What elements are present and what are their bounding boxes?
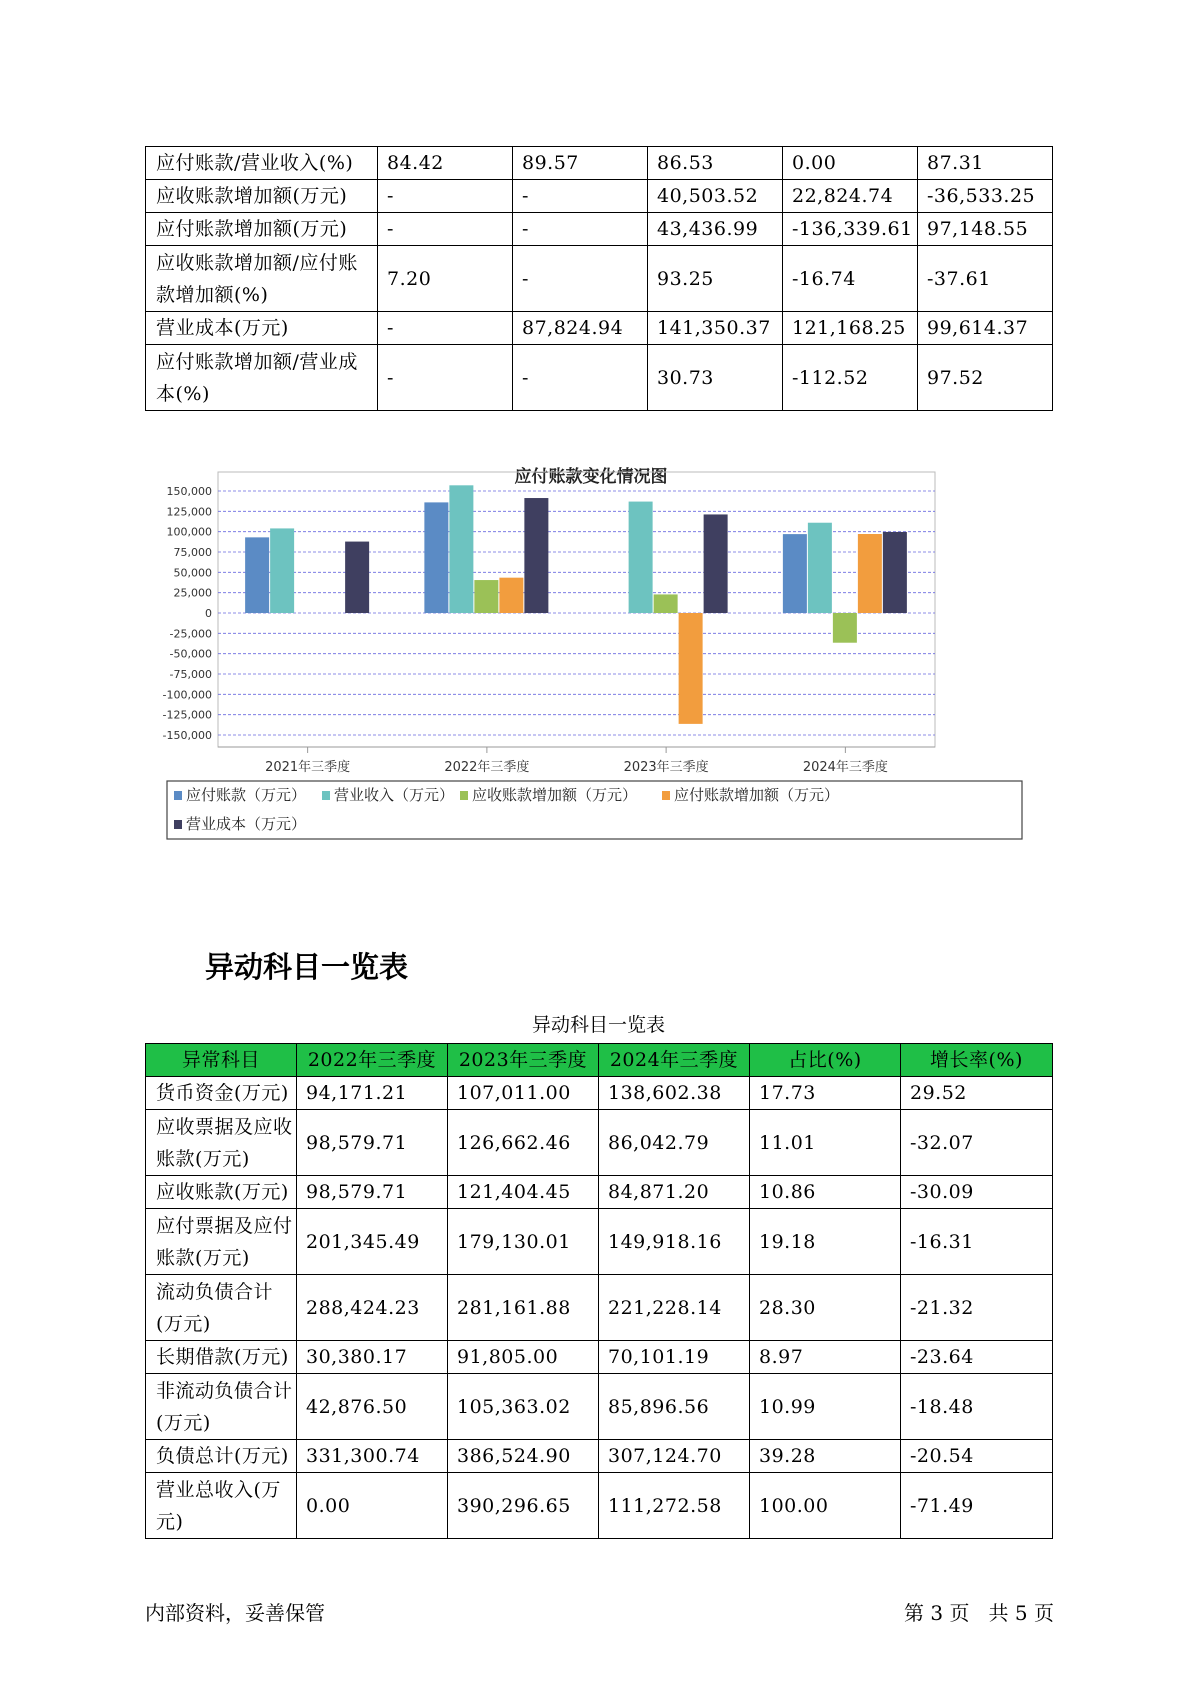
cell: 97.52 bbox=[918, 345, 1053, 411]
legend-swatch bbox=[460, 791, 468, 800]
table-row bbox=[146, 1176, 1053, 1209]
y-tick-label: -125,000 bbox=[162, 708, 212, 722]
bar bbox=[245, 537, 269, 613]
row-label: 流动负债合计(万元) bbox=[146, 1275, 297, 1341]
y-tick-label: -75,000 bbox=[169, 668, 212, 681]
y-tick-label: 25,000 bbox=[173, 586, 212, 600]
cell: 121,404.45 bbox=[448, 1176, 599, 1209]
bar bbox=[629, 502, 653, 613]
cell: 141,350.37 bbox=[648, 312, 783, 345]
cell: 149,918.16 bbox=[599, 1209, 750, 1275]
cell: 97,148.55 bbox=[918, 213, 1053, 246]
cell: 288,424.23 bbox=[297, 1275, 448, 1341]
cell: 87,824.94 bbox=[513, 312, 648, 345]
cell: 86.53 bbox=[648, 147, 783, 180]
y-tick-label: -150,000 bbox=[162, 729, 212, 742]
cell: 331,300.74 bbox=[297, 1440, 448, 1473]
cell: -23.64 bbox=[901, 1341, 1053, 1374]
bar bbox=[783, 534, 807, 613]
legend-label: 应付账款（万元） bbox=[186, 786, 307, 804]
cell: 99,614.37 bbox=[918, 312, 1053, 345]
cell: 10.86 bbox=[750, 1176, 901, 1209]
row-label: 应收账款增加额/应付账款增加额(%) bbox=[146, 246, 378, 312]
cell: -30.09 bbox=[901, 1176, 1053, 1209]
bar bbox=[424, 502, 448, 613]
table-row bbox=[146, 1473, 1053, 1539]
table-row bbox=[146, 1374, 1053, 1440]
legend-label: 营业收入（万元） bbox=[334, 786, 455, 804]
table-row bbox=[146, 345, 1053, 411]
table-row bbox=[146, 1341, 1053, 1374]
cell: -16.31 bbox=[901, 1209, 1053, 1275]
cell: -36,533.25 bbox=[918, 180, 1053, 213]
table-row bbox=[146, 1275, 1053, 1341]
table-row bbox=[146, 312, 1053, 345]
cell: 111,272.58 bbox=[599, 1473, 750, 1539]
table-row bbox=[146, 1110, 1053, 1176]
ratio-table bbox=[145, 146, 1053, 411]
bar bbox=[679, 613, 703, 724]
legend-swatch bbox=[174, 820, 182, 829]
cell: 8.97 bbox=[750, 1341, 901, 1374]
cell: 94,171.21 bbox=[297, 1077, 448, 1110]
cell: 98,579.71 bbox=[297, 1110, 448, 1176]
bar bbox=[833, 613, 857, 643]
cell: 70,101.19 bbox=[599, 1341, 750, 1374]
legend-label: 应收账款增加额（万元） bbox=[472, 786, 638, 804]
cell: -136,339.61 bbox=[783, 213, 918, 246]
bar bbox=[858, 534, 882, 613]
row-label: 营业成本(万元) bbox=[146, 312, 378, 345]
y-tick-label: 50,000 bbox=[173, 566, 212, 580]
cell: 43,436.99 bbox=[648, 213, 783, 246]
cell: - bbox=[513, 246, 648, 312]
cell: -16.74 bbox=[783, 246, 918, 312]
cell: 100.00 bbox=[750, 1473, 901, 1539]
footer-page-number: 第 3 页 共 5 页 bbox=[904, 1601, 1054, 1625]
cell: 42,876.50 bbox=[297, 1374, 448, 1440]
y-tick-label: -25,000 bbox=[169, 627, 212, 641]
row-label: 货币资金(万元) bbox=[146, 1077, 297, 1110]
cell: -37.61 bbox=[918, 246, 1053, 312]
column-header: 异常科目 bbox=[146, 1044, 297, 1077]
cell: 30.73 bbox=[648, 345, 783, 411]
legend-swatch bbox=[174, 791, 182, 800]
table-row bbox=[146, 1440, 1053, 1473]
cell: 40,503.52 bbox=[648, 180, 783, 213]
section-title: 异动科目一览表 bbox=[205, 950, 409, 984]
chart-title: 应付账款变化情况图 bbox=[514, 467, 668, 487]
cell: 0.00 bbox=[297, 1473, 448, 1539]
bar bbox=[345, 542, 369, 613]
cell: - bbox=[513, 213, 648, 246]
row-label: 应付账款增加额/营业成本(%) bbox=[146, 345, 378, 411]
bar bbox=[808, 523, 832, 613]
column-header: 2023年三季度 bbox=[448, 1044, 599, 1077]
y-tick-label: 150,000 bbox=[166, 485, 212, 498]
row-label: 长期借款(万元) bbox=[146, 1341, 297, 1374]
cell: 107,011.00 bbox=[448, 1077, 599, 1110]
cell: 281,161.88 bbox=[448, 1275, 599, 1341]
column-header: 2022年三季度 bbox=[297, 1044, 448, 1077]
row-label: 应收账款(万元) bbox=[146, 1176, 297, 1209]
row-label: 应付账款增加额(万元) bbox=[146, 213, 378, 246]
cell: 11.01 bbox=[750, 1110, 901, 1176]
cell: 121,168.25 bbox=[783, 312, 918, 345]
cell: 93.25 bbox=[648, 246, 783, 312]
cell: 17.73 bbox=[750, 1077, 901, 1110]
legend-label: 营业成本（万元） bbox=[186, 815, 307, 833]
cell: 179,130.01 bbox=[448, 1209, 599, 1275]
cell: - bbox=[513, 345, 648, 411]
y-tick-label: 0 bbox=[205, 607, 212, 620]
cell: - bbox=[378, 213, 513, 246]
cell: 84,871.20 bbox=[599, 1176, 750, 1209]
cell: 84.42 bbox=[378, 147, 513, 180]
row-label: 非流动负债合计(万元) bbox=[146, 1374, 297, 1440]
row-label: 应收票据及应收账款(万元) bbox=[146, 1110, 297, 1176]
row-label: 负债总计(万元) bbox=[146, 1440, 297, 1473]
cell: - bbox=[378, 345, 513, 411]
cell: 89.57 bbox=[513, 147, 648, 180]
anomaly-table bbox=[145, 1043, 1053, 1539]
bar bbox=[499, 578, 523, 613]
cell: 386,524.90 bbox=[448, 1440, 599, 1473]
bar bbox=[524, 498, 548, 613]
cell: 307,124.70 bbox=[599, 1440, 750, 1473]
cell: 91,805.00 bbox=[448, 1341, 599, 1374]
table-row bbox=[146, 147, 1053, 180]
cell: 138,602.38 bbox=[599, 1077, 750, 1110]
cell: 390,296.65 bbox=[448, 1473, 599, 1539]
cell: - bbox=[378, 312, 513, 345]
y-tick-label: 75,000 bbox=[173, 546, 212, 559]
table-row bbox=[146, 180, 1053, 213]
legend-swatch bbox=[322, 791, 330, 800]
cell: 126,662.46 bbox=[448, 1110, 599, 1176]
cell: 105,363.02 bbox=[448, 1374, 599, 1440]
cell: 39.28 bbox=[750, 1440, 901, 1473]
cell: -112.52 bbox=[783, 345, 918, 411]
bar bbox=[704, 514, 728, 613]
bar bbox=[883, 532, 907, 613]
y-tick-label: 125,000 bbox=[166, 505, 212, 519]
cell: -18.48 bbox=[901, 1374, 1053, 1440]
cell: -32.07 bbox=[901, 1110, 1053, 1176]
y-tick-label: -50,000 bbox=[169, 647, 212, 661]
table-row bbox=[146, 213, 1053, 246]
x-tick-label: 2023年三季度 bbox=[623, 760, 709, 775]
table-row bbox=[146, 246, 1053, 312]
table-row bbox=[146, 1209, 1053, 1275]
footer-confidential: 内部资料，妥善保管 bbox=[145, 1601, 325, 1625]
table-row bbox=[146, 1077, 1053, 1110]
cell: 19.18 bbox=[750, 1209, 901, 1275]
cell: -20.54 bbox=[901, 1440, 1053, 1473]
x-tick-label: 2021年三季度 bbox=[265, 760, 351, 775]
cell: 28.30 bbox=[750, 1275, 901, 1341]
cell: 22,824.74 bbox=[783, 180, 918, 213]
cell: 87.31 bbox=[918, 147, 1053, 180]
bar bbox=[654, 594, 678, 613]
payables-bar-chart bbox=[160, 460, 1040, 910]
table-caption: 异动科目一览表 bbox=[531, 1014, 665, 1036]
bar bbox=[474, 580, 498, 613]
y-tick-label: -100,000 bbox=[162, 688, 212, 702]
x-tick-label: 2024年三季度 bbox=[802, 760, 888, 775]
cell: 7.20 bbox=[378, 246, 513, 312]
table-header-row bbox=[146, 1044, 1053, 1077]
row-label: 应付账款/营业收入(%) bbox=[146, 147, 378, 180]
cell: -21.32 bbox=[901, 1275, 1053, 1341]
cell: 98,579.71 bbox=[297, 1176, 448, 1209]
x-tick-label: 2022年三季度 bbox=[444, 760, 530, 775]
column-header: 增长率(%) bbox=[901, 1044, 1053, 1077]
cell: 29.52 bbox=[901, 1077, 1053, 1110]
cell: 86,042.79 bbox=[599, 1110, 750, 1176]
row-label: 应付票据及应付账款(万元) bbox=[146, 1209, 297, 1275]
cell: 10.99 bbox=[750, 1374, 901, 1440]
cell: 201,345.49 bbox=[297, 1209, 448, 1275]
bar bbox=[449, 485, 473, 613]
cell: 30,380.17 bbox=[297, 1341, 448, 1374]
legend-label: 应付账款增加额（万元） bbox=[674, 786, 840, 804]
y-tick-label: 100,000 bbox=[166, 525, 212, 539]
legend-swatch bbox=[662, 791, 670, 800]
column-header: 2024年三季度 bbox=[599, 1044, 750, 1077]
chart-legend bbox=[167, 781, 1022, 839]
cell: 85,896.56 bbox=[599, 1374, 750, 1440]
column-header: 占比(%) bbox=[750, 1044, 901, 1077]
cell: - bbox=[378, 180, 513, 213]
cell: 0.00 bbox=[783, 147, 918, 180]
cell: -71.49 bbox=[901, 1473, 1053, 1539]
plot-area bbox=[163, 472, 935, 775]
row-label: 应收账款增加额(万元) bbox=[146, 180, 378, 213]
cell: 221,228.14 bbox=[599, 1275, 750, 1341]
cell: - bbox=[513, 180, 648, 213]
bar bbox=[270, 528, 294, 613]
row-label: 营业总收入(万元) bbox=[146, 1473, 297, 1539]
